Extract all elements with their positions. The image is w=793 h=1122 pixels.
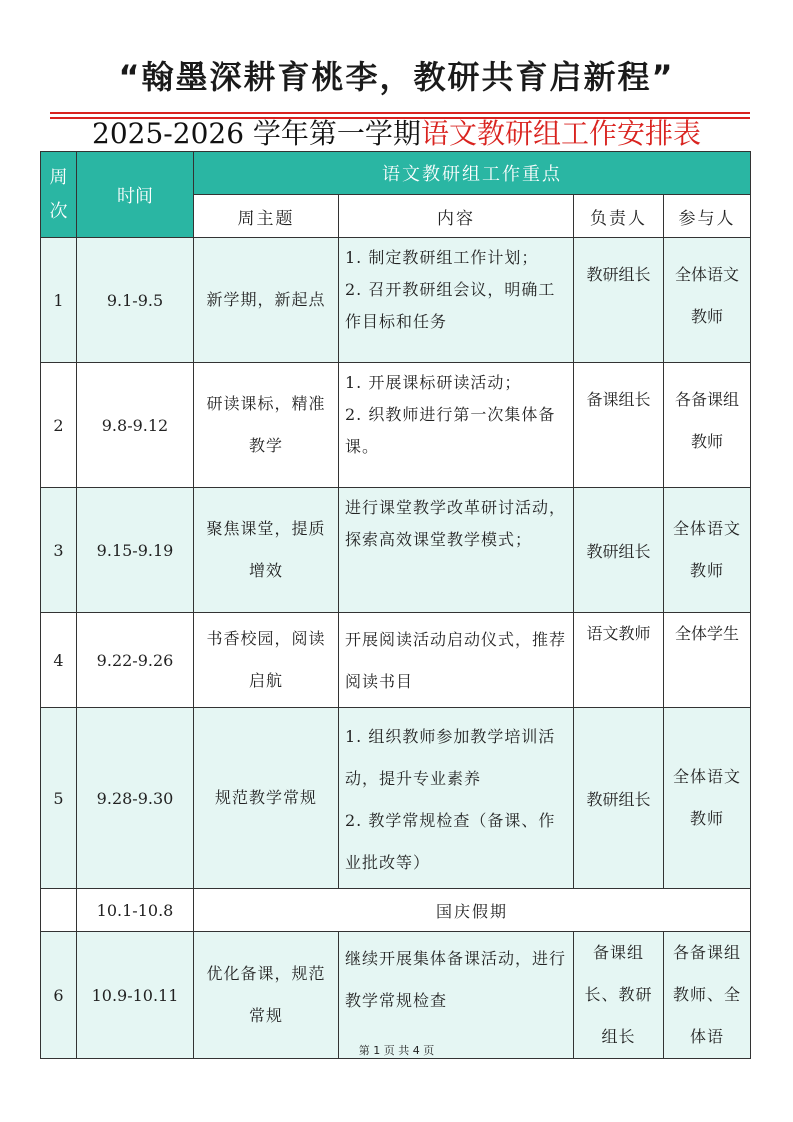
- owner-cell: 教研组长: [574, 708, 664, 889]
- content-cell: [339, 488, 574, 613]
- content-line: 1. 组织教师参加教学培训活动，提升专业素养 2. 教学常规检查（备课、作业批改等）: [345, 727, 556, 872]
- column-header-theme: 周主题: [194, 195, 339, 238]
- time-cell: 9.22-9.26: [77, 613, 194, 708]
- column-header-week: 周次: [41, 152, 77, 238]
- subtitle-table-name: 语文教研组工作安排表: [420, 117, 701, 150]
- content-line: 继续开展集体备课活动，进行教学常规检查: [345, 949, 567, 1010]
- theme-cell: 优化备课，规范常规: [194, 932, 339, 1059]
- table-row-holiday: [41, 889, 751, 932]
- content-cell: [339, 363, 574, 488]
- time-cell: 9.1-9.5: [77, 238, 194, 363]
- holiday-label: 国庆假期: [194, 889, 751, 932]
- participants-cell: 全体语文教师: [664, 238, 751, 363]
- participants-cell: 各备课组教师、全体语: [664, 932, 751, 1059]
- content-cell: [339, 613, 574, 708]
- owner-cell: 备课组长: [574, 363, 664, 488]
- column-header-participants: 参与人: [664, 195, 751, 238]
- document-subtitle: [0, 112, 793, 152]
- content-line: 进行课堂教学改革研讨活动，探索高效课堂教学模式；: [345, 498, 567, 549]
- table-row: [41, 488, 751, 613]
- time-cell: 10.9-10.11: [77, 932, 194, 1059]
- table-row: [41, 613, 751, 708]
- week-cell: [41, 889, 77, 932]
- participants-cell: 全体语文教师: [664, 708, 751, 889]
- time-cell: 9.15-9.19: [77, 488, 194, 613]
- theme-cell: 新学期，新起点: [194, 238, 339, 363]
- owner-cell: 备课组长、教研组长: [574, 932, 664, 1059]
- schedule-table: [40, 151, 751, 1059]
- column-header-owner: 负责人: [574, 195, 664, 238]
- group-header-focus: 语文教研组工作重点: [194, 152, 751, 195]
- owner-cell: 教研组长: [574, 488, 664, 613]
- column-header-time: 时间: [77, 152, 194, 238]
- week-cell: 6: [41, 932, 77, 1059]
- content-line: 1. 开展课标研读活动； 2. 织教师进行第一次集体备课。: [345, 373, 556, 456]
- table-row: [41, 932, 751, 1059]
- participants-cell: 全体语文教师: [664, 488, 751, 613]
- week-cell: 2: [41, 363, 77, 488]
- week-cell: 5: [41, 708, 77, 889]
- content-cell: [339, 708, 574, 889]
- table-row: [41, 363, 751, 488]
- week-cell: 4: [41, 613, 77, 708]
- time-cell: 9.8-9.12: [77, 363, 194, 488]
- theme-cell: 书香校园，阅读启航: [194, 613, 339, 708]
- time-cell: 10.1-10.8: [77, 889, 194, 932]
- content-cell: [339, 238, 574, 363]
- week-cell: 3: [41, 488, 77, 613]
- page-number: 第 1 页 共 4 页: [358, 1044, 435, 1057]
- participants-cell: 全体学生: [664, 613, 751, 708]
- week-cell: 1: [41, 238, 77, 363]
- content-line: 开展阅读活动启动仪式，推荐阅读书目: [345, 630, 567, 691]
- time-cell: 9.28-9.30: [77, 708, 194, 889]
- table-row: [41, 238, 751, 363]
- owner-cell: 教研组长: [574, 238, 664, 363]
- owner-cell: 语文教师: [574, 613, 664, 708]
- document-title: “翰墨深耕育桃李，教研共育启新程”: [118, 58, 675, 96]
- theme-cell: 研读课标，精准教学: [194, 363, 339, 488]
- subtitle-term: 2025-2026 学年第一学期: [92, 117, 421, 150]
- column-header-content: 内容: [339, 195, 574, 238]
- content-cell: [339, 932, 574, 1059]
- participants-cell: 各备课组教师: [664, 363, 751, 488]
- theme-cell: 规范教学常规: [194, 708, 339, 889]
- content-line: 1. 制定教研组工作计划； 2. 召开教研组会议，明确工作目标和任务: [345, 248, 556, 331]
- theme-cell: 聚焦课堂，提质增效: [194, 488, 339, 613]
- table-row: [41, 708, 751, 889]
